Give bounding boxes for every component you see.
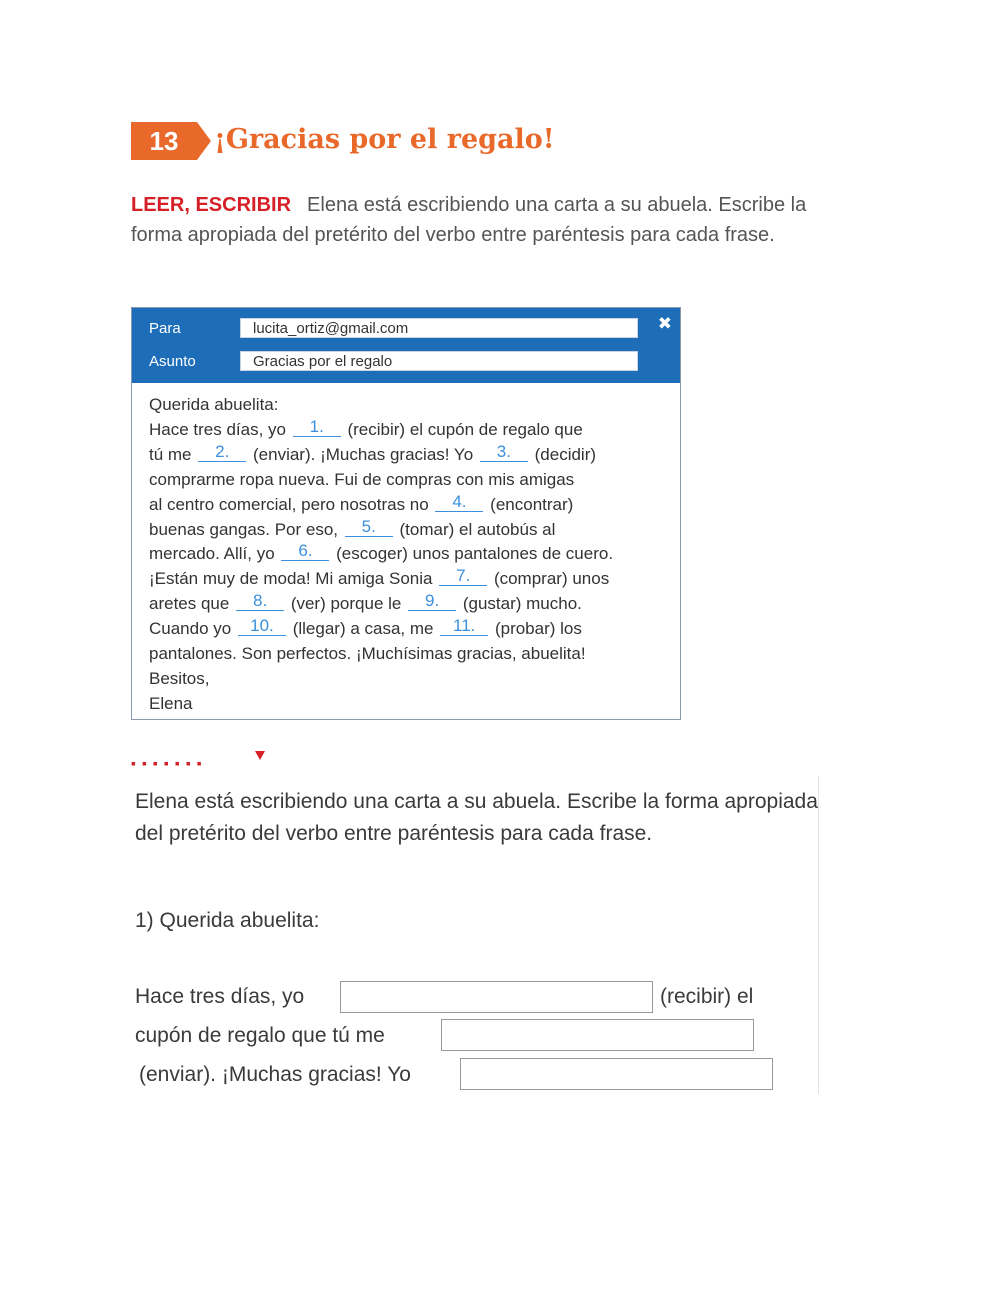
activity-arrow-icon bbox=[197, 122, 211, 160]
letter-signature: Elena bbox=[149, 693, 193, 713]
instructions-text: Elena está escribiendo una carta a su abuela. Escribe la forma apropiada del pretérito del verbo entre paréntesis para cada frase. bbox=[131, 194, 807, 246]
blank-11: 11. bbox=[440, 617, 488, 636]
question-1-label: 1) Querida abuelita: bbox=[135, 909, 320, 932]
instructions bbox=[131, 190, 851, 250]
activity-number: 13 bbox=[149, 125, 179, 156]
triangle-icon bbox=[255, 751, 265, 760]
exercise-text: cupón de regalo que tú me bbox=[135, 1024, 385, 1047]
skills-label: LEER, ESCRIBIR bbox=[131, 194, 292, 216]
exercise-instructions: Elena está escribiendo una carta a su abuela. Escribe la forma apropiada del pretérito del verbo entre paréntesis para cada frase. bbox=[135, 790, 818, 845]
letter-line: Hace tres días, yo 1. (recibir) el cupón de regalo que bbox=[149, 416, 583, 439]
blank-8: 8. bbox=[236, 592, 284, 611]
answer-input-2[interactable] bbox=[441, 1019, 754, 1051]
letter-line: aretes que 8. (ver) porque le 9. (gustar) mucho. bbox=[149, 591, 582, 614]
blank-3: 3. bbox=[480, 443, 528, 462]
letter-body bbox=[149, 393, 679, 717]
email-window bbox=[131, 307, 681, 720]
blank-1: 1. bbox=[293, 418, 341, 437]
subject-label: Asunto bbox=[149, 353, 196, 370]
exercise-text: (recibir) el bbox=[660, 985, 754, 1008]
blank-10: 10. bbox=[238, 617, 286, 636]
letter-line: comprarme ropa nueva. Fui de compras con mis amigas bbox=[149, 469, 575, 489]
close-icon: ✖ bbox=[657, 314, 672, 333]
email-header bbox=[132, 308, 680, 383]
letter-line: mercado. Allí, yo 6. (escoger) unos pantalones de cuero. bbox=[149, 541, 614, 564]
blank-7: 7. bbox=[439, 567, 487, 586]
blank-6: 6. bbox=[281, 542, 329, 561]
letter-greeting: Querida abuelita: bbox=[149, 395, 279, 414]
answer-input-1[interactable] bbox=[340, 981, 653, 1013]
letter-line: al centro comercial, pero nosotras no 4. (encontrar) bbox=[149, 491, 574, 514]
letter-closing: Besitos, bbox=[149, 668, 210, 688]
letter-line: Cuando yo 10. (llegar) a casa, me 11. (probar) los bbox=[149, 616, 582, 639]
letter-line: buenas gangas. Por eso, 5. (tomar) el autobús al bbox=[149, 516, 556, 539]
activity-number-badge bbox=[131, 122, 197, 160]
answer-input-3[interactable] bbox=[460, 1058, 773, 1090]
blank-9: 9. bbox=[408, 592, 456, 611]
exercise-text: (enviar). ¡Muchas gracias! Yo bbox=[139, 1063, 411, 1086]
letter-line: pantalones. Son perfectos. ¡Muchísimas gracias, abuelita! bbox=[149, 644, 586, 664]
to-label: Para bbox=[149, 320, 181, 337]
subject-field: Gracias por el regalo bbox=[240, 351, 638, 371]
blank-4: 4. bbox=[435, 493, 483, 512]
blank-5: 5. bbox=[345, 518, 393, 537]
letter-line: tú me 2. (enviar). ¡Muchas gracias! Yo 3. (decidir) bbox=[149, 441, 597, 464]
blank-2: 2. bbox=[198, 443, 246, 462]
letter-line: ¡Están muy de moda! Mi amiga Sonia 7. (comprar) unos bbox=[149, 566, 610, 589]
cutoff-heading: ▪▪▪▪▪▪▪ bbox=[131, 746, 271, 760]
activity-title: ¡Gracias por el regalo! bbox=[214, 124, 555, 155]
exercise-text: Hace tres días, yo bbox=[135, 985, 305, 1008]
to-field: lucita_ortiz@gmail.com bbox=[240, 318, 638, 338]
